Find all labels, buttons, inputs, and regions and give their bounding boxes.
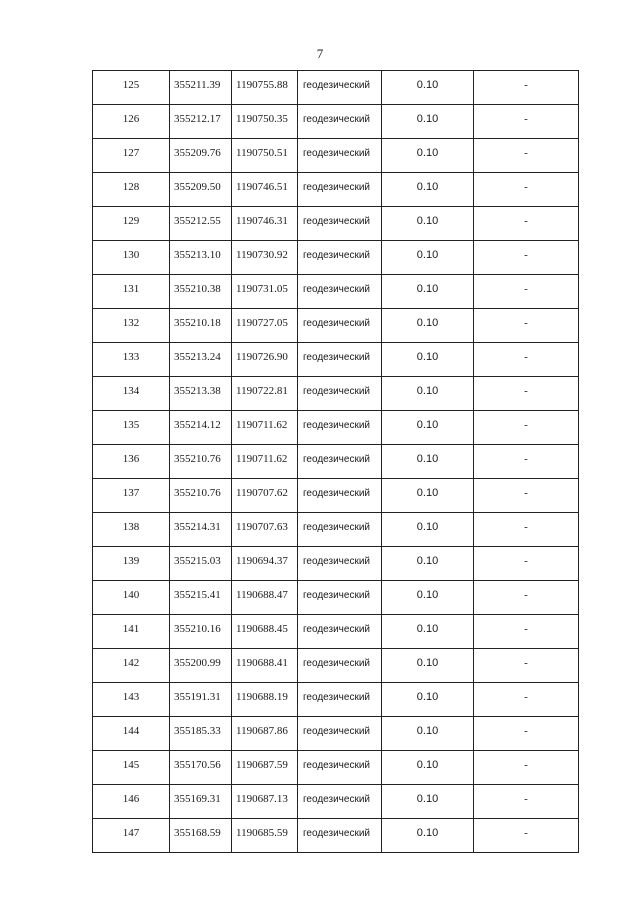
- coordinates-table: [92, 70, 579, 853]
- accuracy-cell: 0.10: [382, 751, 474, 785]
- x-coordinate-cell: 355212.55: [170, 207, 232, 241]
- y-coordinate-cell: 1190707.63: [232, 513, 298, 547]
- note-cell: -: [474, 717, 579, 751]
- note-cell: -: [474, 207, 579, 241]
- table-row: [93, 275, 579, 309]
- y-coordinate-cell: 1190731.05: [232, 275, 298, 309]
- method-cell: геодезический: [298, 411, 382, 445]
- method-cell: геодезический: [298, 615, 382, 649]
- method-cell: геодезический: [298, 241, 382, 275]
- note-cell: -: [474, 411, 579, 445]
- y-coordinate-cell: 1190694.37: [232, 547, 298, 581]
- table-row: [93, 479, 579, 513]
- accuracy-cell: 0.10: [382, 445, 474, 479]
- accuracy-cell: 0.10: [382, 683, 474, 717]
- accuracy-cell: 0.10: [382, 207, 474, 241]
- point-number-cell: 133: [93, 343, 170, 377]
- x-coordinate-cell: 355191.31: [170, 683, 232, 717]
- y-coordinate-cell: 1190722.81: [232, 377, 298, 411]
- y-coordinate-cell: 1190711.62: [232, 445, 298, 479]
- method-cell: геодезический: [298, 581, 382, 615]
- point-number-cell: 127: [93, 139, 170, 173]
- method-cell: геодезический: [298, 343, 382, 377]
- point-number-cell: 139: [93, 547, 170, 581]
- note-cell: -: [474, 581, 579, 615]
- table-row: [93, 751, 579, 785]
- point-number-cell: 141: [93, 615, 170, 649]
- note-cell: -: [474, 71, 579, 105]
- table-row: [93, 377, 579, 411]
- accuracy-cell: 0.10: [382, 343, 474, 377]
- table-row: [93, 649, 579, 683]
- point-number-cell: 136: [93, 445, 170, 479]
- method-cell: геодезический: [298, 275, 382, 309]
- x-coordinate-cell: 355214.31: [170, 513, 232, 547]
- note-cell: -: [474, 819, 579, 853]
- y-coordinate-cell: 1190687.13: [232, 785, 298, 819]
- accuracy-cell: 0.10: [382, 785, 474, 819]
- note-cell: -: [474, 513, 579, 547]
- x-coordinate-cell: 355209.76: [170, 139, 232, 173]
- y-coordinate-cell: 1190687.59: [232, 751, 298, 785]
- note-cell: -: [474, 649, 579, 683]
- note-cell: -: [474, 445, 579, 479]
- point-number-cell: 130: [93, 241, 170, 275]
- x-coordinate-cell: 355213.38: [170, 377, 232, 411]
- point-number-cell: 143: [93, 683, 170, 717]
- x-coordinate-cell: 355200.99: [170, 649, 232, 683]
- y-coordinate-cell: 1190746.31: [232, 207, 298, 241]
- accuracy-cell: 0.10: [382, 139, 474, 173]
- accuracy-cell: 0.10: [382, 513, 474, 547]
- note-cell: -: [474, 343, 579, 377]
- x-coordinate-cell: 355185.33: [170, 717, 232, 751]
- table-row: [93, 105, 579, 139]
- table-row: [93, 309, 579, 343]
- method-cell: геодезический: [298, 71, 382, 105]
- x-coordinate-cell: 355210.18: [170, 309, 232, 343]
- table-row: [93, 683, 579, 717]
- x-coordinate-cell: 355170.56: [170, 751, 232, 785]
- point-number-cell: 138: [93, 513, 170, 547]
- note-cell: -: [474, 479, 579, 513]
- accuracy-cell: 0.10: [382, 479, 474, 513]
- y-coordinate-cell: 1190711.62: [232, 411, 298, 445]
- accuracy-cell: 0.10: [382, 615, 474, 649]
- table-row: [93, 547, 579, 581]
- x-coordinate-cell: 355209.50: [170, 173, 232, 207]
- y-coordinate-cell: 1190707.62: [232, 479, 298, 513]
- method-cell: геодезический: [298, 377, 382, 411]
- table-row: [93, 513, 579, 547]
- table-row: [93, 581, 579, 615]
- note-cell: -: [474, 615, 579, 649]
- x-coordinate-cell: 355215.03: [170, 547, 232, 581]
- method-cell: геодезический: [298, 445, 382, 479]
- note-cell: -: [474, 785, 579, 819]
- y-coordinate-cell: 1190755.88: [232, 71, 298, 105]
- note-cell: -: [474, 241, 579, 275]
- point-number-cell: 147: [93, 819, 170, 853]
- y-coordinate-cell: 1190687.86: [232, 717, 298, 751]
- table-row: [93, 615, 579, 649]
- note-cell: -: [474, 275, 579, 309]
- method-cell: геодезический: [298, 479, 382, 513]
- accuracy-cell: 0.10: [382, 105, 474, 139]
- y-coordinate-cell: 1190688.19: [232, 683, 298, 717]
- note-cell: -: [474, 139, 579, 173]
- accuracy-cell: 0.10: [382, 717, 474, 751]
- x-coordinate-cell: 355211.39: [170, 71, 232, 105]
- method-cell: геодезический: [298, 513, 382, 547]
- method-cell: геодезический: [298, 819, 382, 853]
- table-row: [93, 71, 579, 105]
- point-number-cell: 132: [93, 309, 170, 343]
- method-cell: геодезический: [298, 309, 382, 343]
- x-coordinate-cell: 355168.59: [170, 819, 232, 853]
- note-cell: -: [474, 105, 579, 139]
- x-coordinate-cell: 355210.76: [170, 445, 232, 479]
- accuracy-cell: 0.10: [382, 71, 474, 105]
- x-coordinate-cell: 355214.12: [170, 411, 232, 445]
- method-cell: геодезический: [298, 547, 382, 581]
- note-cell: -: [474, 173, 579, 207]
- x-coordinate-cell: 355210.16: [170, 615, 232, 649]
- point-number-cell: 145: [93, 751, 170, 785]
- table-row: [93, 207, 579, 241]
- point-number-cell: 129: [93, 207, 170, 241]
- note-cell: -: [474, 683, 579, 717]
- y-coordinate-cell: 1190727.05: [232, 309, 298, 343]
- x-coordinate-cell: 355213.24: [170, 343, 232, 377]
- point-number-cell: 142: [93, 649, 170, 683]
- table-row: [93, 343, 579, 377]
- table-row: [93, 241, 579, 275]
- x-coordinate-cell: 355212.17: [170, 105, 232, 139]
- table-row: [93, 139, 579, 173]
- note-cell: -: [474, 547, 579, 581]
- point-number-cell: 135: [93, 411, 170, 445]
- accuracy-cell: 0.10: [382, 377, 474, 411]
- note-cell: -: [474, 751, 579, 785]
- y-coordinate-cell: 1190726.90: [232, 343, 298, 377]
- y-coordinate-cell: 1190685.59: [232, 819, 298, 853]
- point-number-cell: 137: [93, 479, 170, 513]
- note-cell: -: [474, 377, 579, 411]
- point-number-cell: 131: [93, 275, 170, 309]
- y-coordinate-cell: 1190746.51: [232, 173, 298, 207]
- y-coordinate-cell: 1190750.35: [232, 105, 298, 139]
- x-coordinate-cell: 355210.76: [170, 479, 232, 513]
- x-coordinate-cell: 355169.31: [170, 785, 232, 819]
- note-cell: -: [474, 309, 579, 343]
- table-row: [93, 173, 579, 207]
- accuracy-cell: 0.10: [382, 411, 474, 445]
- y-coordinate-cell: 1190730.92: [232, 241, 298, 275]
- method-cell: геодезический: [298, 173, 382, 207]
- method-cell: геодезический: [298, 751, 382, 785]
- x-coordinate-cell: 355210.38: [170, 275, 232, 309]
- x-coordinate-cell: 355215.41: [170, 581, 232, 615]
- accuracy-cell: 0.10: [382, 309, 474, 343]
- point-number-cell: 140: [93, 581, 170, 615]
- accuracy-cell: 0.10: [382, 581, 474, 615]
- accuracy-cell: 0.10: [382, 649, 474, 683]
- method-cell: геодезический: [298, 785, 382, 819]
- method-cell: геодезический: [298, 717, 382, 751]
- accuracy-cell: 0.10: [382, 547, 474, 581]
- y-coordinate-cell: 1190688.41: [232, 649, 298, 683]
- y-coordinate-cell: 1190750.51: [232, 139, 298, 173]
- table-row: [93, 819, 579, 853]
- page-number: 7: [316, 46, 324, 61]
- accuracy-cell: 0.10: [382, 241, 474, 275]
- x-coordinate-cell: 355213.10: [170, 241, 232, 275]
- accuracy-cell: 0.10: [382, 173, 474, 207]
- accuracy-cell: 0.10: [382, 275, 474, 309]
- method-cell: геодезический: [298, 139, 382, 173]
- method-cell: геодезический: [298, 683, 382, 717]
- point-number-cell: 134: [93, 377, 170, 411]
- point-number-cell: 128: [93, 173, 170, 207]
- point-number-cell: 146: [93, 785, 170, 819]
- point-number-cell: 125: [93, 71, 170, 105]
- method-cell: геодезический: [298, 105, 382, 139]
- method-cell: геодезический: [298, 207, 382, 241]
- coordinates-table-body: [93, 71, 579, 853]
- table-row: [93, 445, 579, 479]
- table-row: [93, 411, 579, 445]
- accuracy-cell: 0.10: [382, 819, 474, 853]
- point-number-cell: 144: [93, 717, 170, 751]
- y-coordinate-cell: 1190688.45: [232, 615, 298, 649]
- table-row: [93, 717, 579, 751]
- y-coordinate-cell: 1190688.47: [232, 581, 298, 615]
- table-row: [93, 785, 579, 819]
- point-number-cell: 126: [93, 105, 170, 139]
- method-cell: геодезический: [298, 649, 382, 683]
